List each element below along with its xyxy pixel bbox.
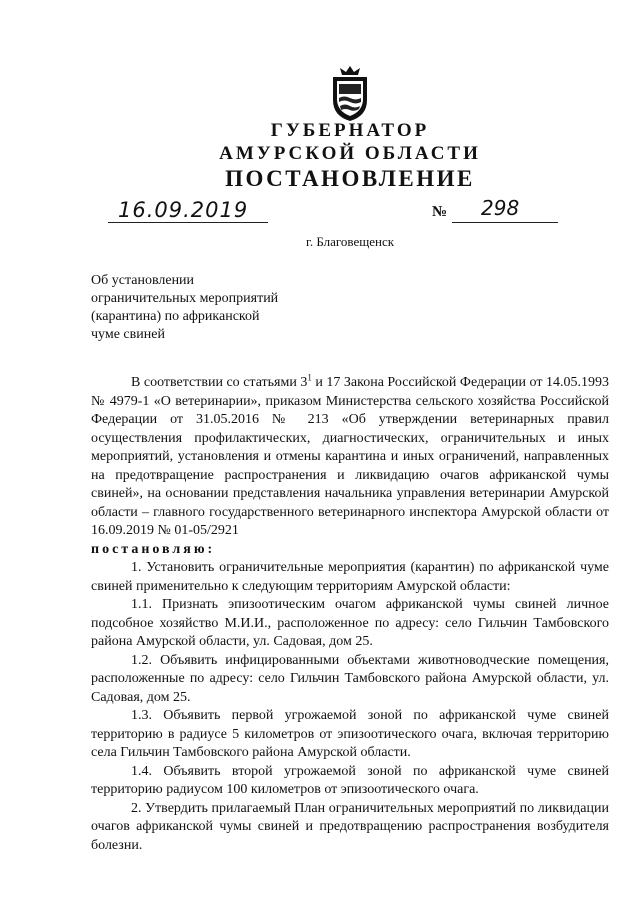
clause-1-2: 1.2. Объявить инфицированными объектами животноводческие помещения, расположенные по адресу: село Гильчин Тамбовского района Амурской области, ул. Садовая, дом 25. xyxy=(91,652,609,705)
number-underline xyxy=(452,222,558,223)
document-body xyxy=(91,374,609,855)
document-date: 16.09.2019 xyxy=(118,198,249,222)
number-label: № xyxy=(432,204,448,220)
coat-of-arms-icon xyxy=(327,64,373,122)
city: г. Благовещенск xyxy=(305,234,395,249)
document-subject xyxy=(91,272,341,344)
issuer-title: ГУБЕРНАТОР xyxy=(270,120,430,141)
clause-2: 2. Утвердить прилагаемый План ограничительных мероприятий по ликвидации очагов африканской чумы свиней и предотвращению распространения возбудителя болезни. xyxy=(91,800,609,853)
subject-line: чуме свиней xyxy=(91,327,165,342)
preamble xyxy=(91,374,609,541)
clause-1-4: 1.4. Объявить второй угрожаемой зоной по африканской чуме свиней территорию радиусом 100 километров от эпизоотического очага. xyxy=(91,763,609,797)
subject-line: Об установлении xyxy=(91,273,195,288)
document-type: ПОСТАНОВЛЕНИЕ xyxy=(225,166,475,191)
issuer-region: АМУРСКОЙ ОБЛАСТИ xyxy=(219,143,481,164)
article-superscript: 1 xyxy=(307,372,312,383)
date-underline xyxy=(108,222,268,223)
clause-1: 1. Установить ограничительные мероприятия (карантин) по африканской чуме свиней применительно к следующим территориям Амурской области: xyxy=(91,560,609,594)
preamble-text-continued: и 17 Закона Российской Федерации от 14.05.1993 № 4979-1 «О ветеринарии», приказом Министерства сельского хозяйства Российской Федерации от 31.05.2016 № 213 «Об утверждении ветеринарных правил осуществления профилактических, диагностических, ограничительных и иных мероприятий, установления и отмены карантина и иных ограничений, направленных на предотвращение распространения и ликвидацию очагов африканской чумы свиней», на основании представления начальника управления ветеринарии Амурской области – главного государственного ветеринарного инспектора Амурской области от 16.09.2019 № 01-05/2921 xyxy=(91,375,610,538)
subject-line: ограничительных мероприятий xyxy=(91,291,279,306)
clause-1-1: 1.1. Признать эпизоотическим очагом африканской чумы свиней личное подсобное хозяйство М.И.И., расположенное по адресу: село Гильчин Тамбовского района Амурской области, ул. Садовая, дом 25. xyxy=(91,597,609,649)
clause-1-3: 1.3. Объявить первой угрожаемой зоной по африканской чуме свиней территорию в радиусе 5 километров от эпизоотического очага, включая территорию села Гильчин Тамбовского района Амурской области. xyxy=(91,708,609,760)
preamble-text: В соответствии со статьями 3 xyxy=(131,375,308,390)
resolve-word: постановляю: xyxy=(91,541,216,557)
subject-line: (карантина) по африканской xyxy=(91,309,260,324)
document-number: 298 xyxy=(481,196,520,220)
